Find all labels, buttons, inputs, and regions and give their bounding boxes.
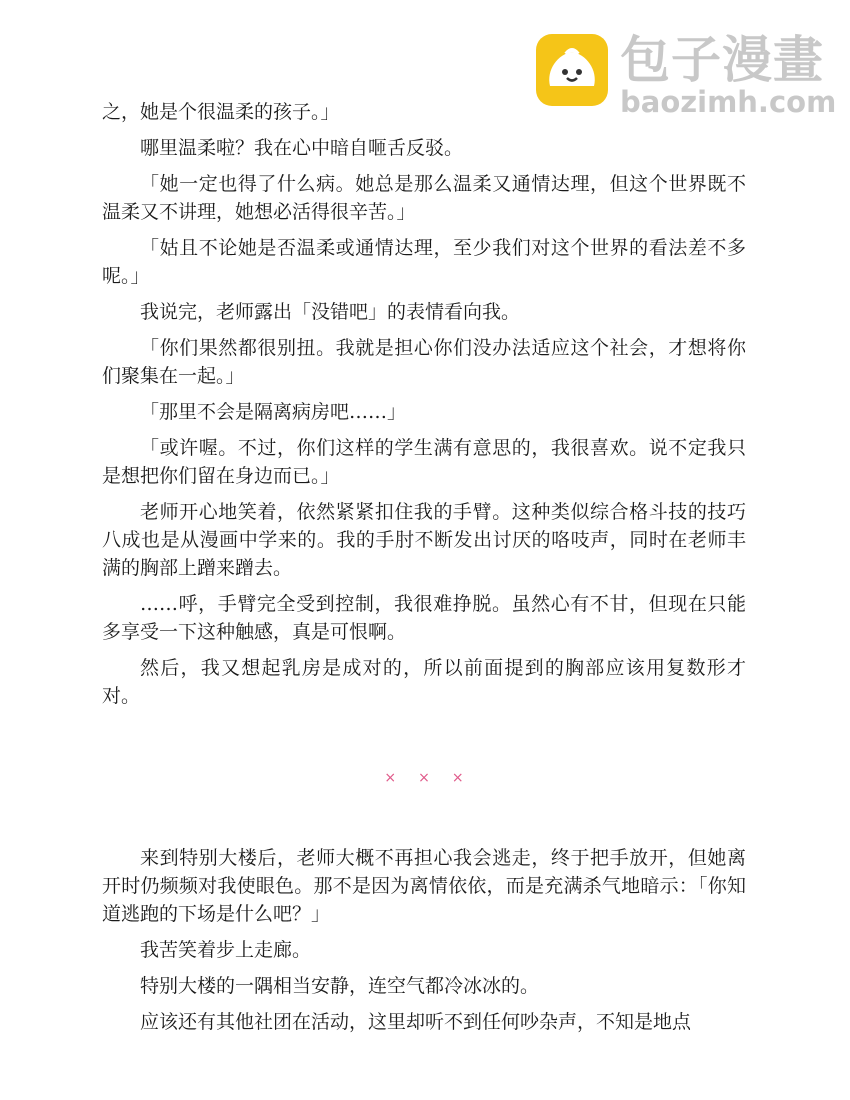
paragraph: 「那里不会是隔离病房吧……」: [140, 401, 407, 423]
paragraph: 「姑且不论她是否温柔或通情达理，至少我们对这个世界的看法差不多呢。」: [102, 237, 746, 287]
section-break-mark: ×: [418, 770, 430, 786]
paragraph: 「或许喔。不过，你们这样的学生满有意思的，我很喜欢。说不定我只是想把你们留在身边而已。」: [102, 437, 746, 487]
page-body: [102, 98, 746, 1044]
paragraph: 我说完，老师露出「没错吧」的表情看向我。: [140, 301, 521, 323]
watermark-title: 包子漫畫: [620, 31, 824, 89]
section-break-mark: ×: [384, 770, 397, 786]
watermark-url: baozimh.com: [620, 85, 837, 119]
bun-logo-icon: [536, 34, 608, 106]
paragraph: 哪里温柔啦？我在心中暗自咂舌反驳。: [140, 137, 464, 159]
paragraph: 特别大楼的一隅相当安静，连空气都冷冰冰的。: [140, 975, 540, 997]
paragraph: 「她一定也得了什么病。她总是那么温柔又通情达理，但这个世界既不温柔又不讲理，她想必活得很辛苦。」: [102, 173, 746, 223]
paragraph: 之，她是个很温柔的孩子。」: [102, 101, 340, 123]
paragraph: 「你们果然都很别扭。我就是担心你们没办法适应这个社会，才想将你们聚集在一起。」: [102, 337, 746, 387]
paragraph: 然后，我又想起乳房是成对的，所以前面提到的胸部应该用复数形才对。: [102, 657, 746, 707]
section-break: [102, 718, 746, 838]
paragraph: 老师开心地笑着，依然紧紧扣住我的手臂。这种类似综合格斗技的技巧八成也是从漫画中学来的。我的手肘不断发出讨厌的咯吱声，同时在老师丰满的胸部上蹭来蹭去。: [102, 501, 746, 579]
paragraph: 来到特别大楼后，老师大概不再担心我会逃走，终于把手放开，但她离开时仍频频对我使眼色。那不是因为离情依依，而是充满杀气地暗示：「你知道逃跑的下场是什么吧？」: [102, 847, 746, 925]
paragraph: ……呼，手臂完全受到控制，我很难挣脱。虽然心有不甘，但现在只能多享受一下这种触感，真是可恨啊。: [102, 593, 746, 643]
paragraph: 我苦笑着步上走廊。: [140, 939, 312, 961]
paragraph: 应该还有其他社团在活动，这里却听不到任何吵杂声，不知是地点: [140, 1011, 692, 1033]
section-break-mark: ×: [451, 770, 464, 786]
